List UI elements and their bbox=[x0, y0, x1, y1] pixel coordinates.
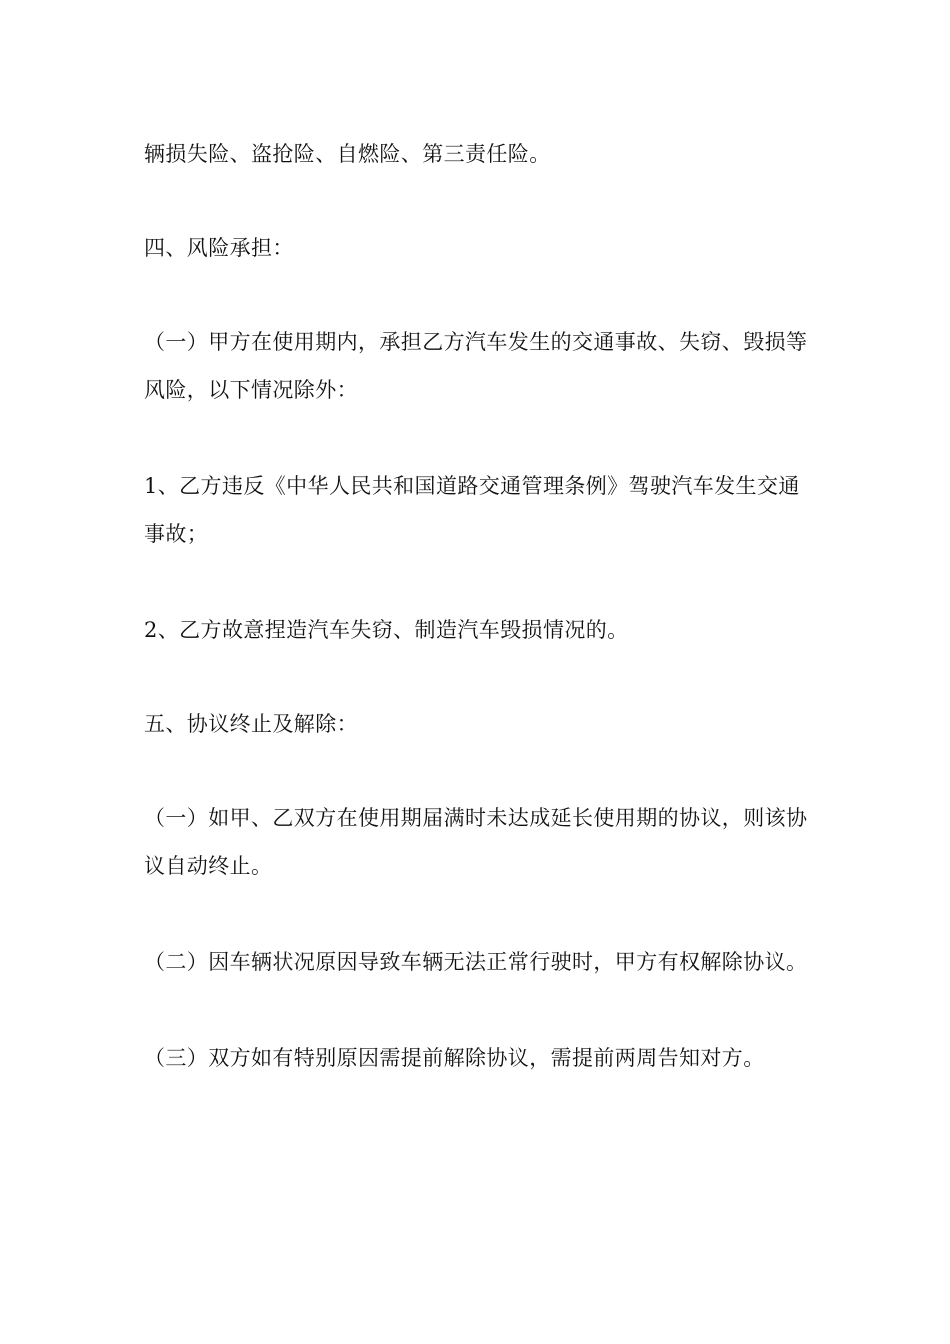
paragraph-insurance-list: 辆损失险、盗抢险、自燃险、第三责任险。 bbox=[144, 142, 551, 166]
paragraph-termination-3: （三）双方如有特别原因需提前解除协议，需提前两周告知对方。 bbox=[144, 1046, 765, 1070]
section-heading-risk: 四、风险承担： bbox=[144, 236, 294, 260]
paragraph-termination-2: （二）因车辆状况原因导致车辆无法正常行驶时，甲方有权解除协议。 bbox=[144, 950, 808, 974]
document-body bbox=[144, 130, 814, 1082]
paragraph-risk-exception-2: 2、乙方故意捏造汽车失窃、制造汽车毁损情况的。 bbox=[144, 618, 629, 642]
paragraph-risk-exception-1: 1、乙方违反《中华人民共和国道路交通管理条例》驾驶汽车发生交通事故； bbox=[144, 474, 800, 546]
section-heading-termination: 五、协议终止及解除： bbox=[144, 712, 358, 736]
paragraph-risk-1: （一）甲方在使用期内，承担乙方汽车发生的交通事故、失窃、毁损等风险，以下情况除外： bbox=[144, 330, 808, 402]
paragraph-termination-1: （一）如甲、乙双方在使用期届满时未达成延长使用期的协议，则该协议自动终止。 bbox=[144, 806, 808, 878]
